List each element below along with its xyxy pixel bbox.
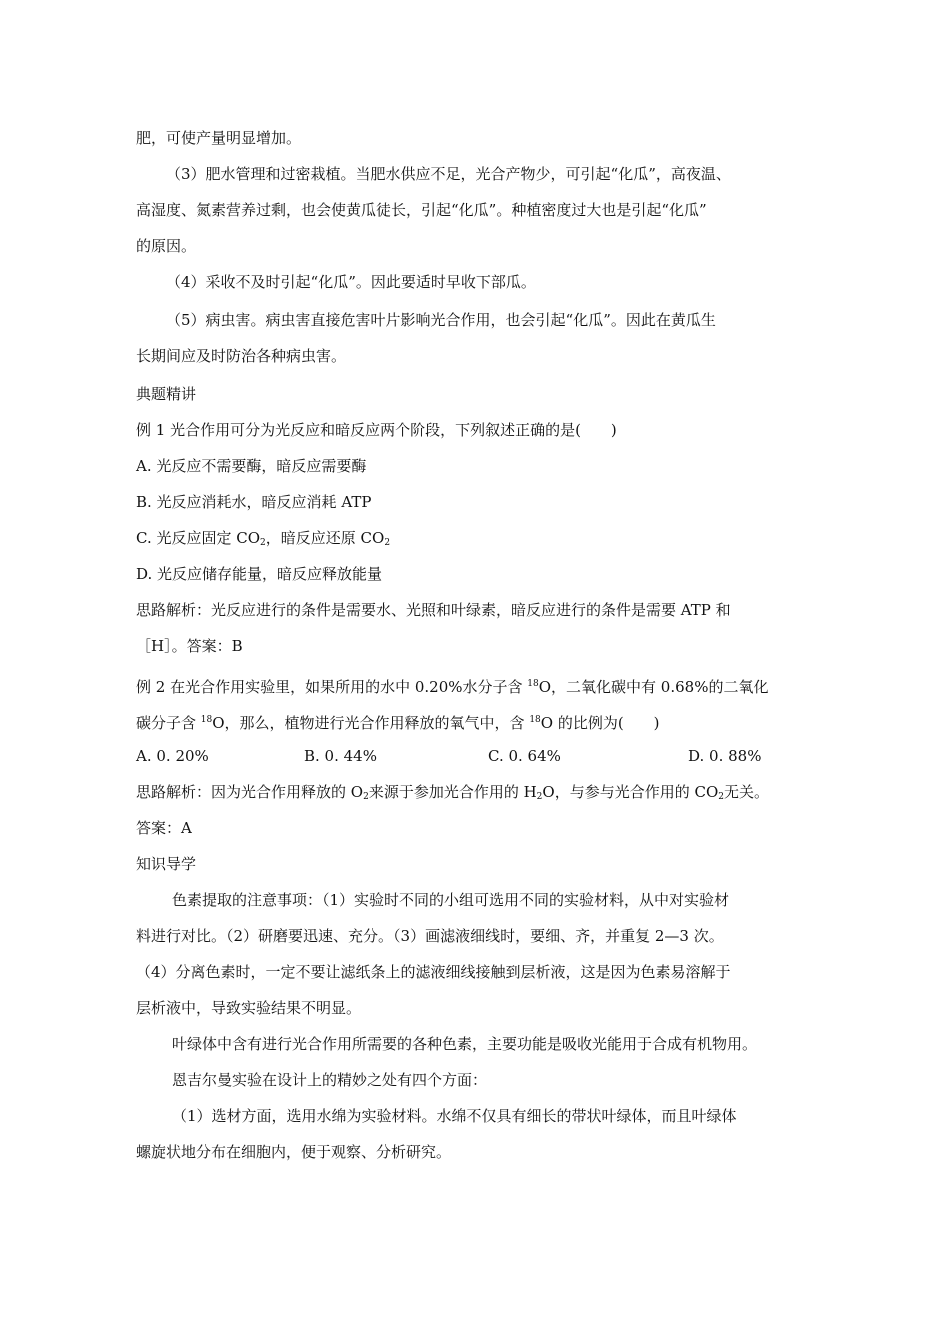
answer-option: C. 0. 64% (488, 747, 561, 765)
example-question: 例 1 光合作用可分为光反应和暗反应两个阶段，下列叙述正确的是( ) (136, 421, 617, 439)
paragraph-line: 层析液中，导致实验结果不明显。 (136, 999, 362, 1017)
answer-option: A. 光反应不需要酶，暗反应需要酶 (136, 457, 367, 475)
answer-option: D. 0. 88% (688, 747, 762, 765)
paragraph-line: 长期间应及时防治各种病虫害。 (136, 347, 347, 365)
answer-option: B. 光反应消耗水，暗反应消耗 ATP (136, 493, 372, 511)
paragraph-line: 高湿度、氮素营养过剩，也会使黄瓜徒长，引起“化瓜”。种植密度过大也是引起“化瓜” (136, 201, 707, 219)
answer-option: D. 光反应储存能量，暗反应释放能量 (136, 565, 383, 583)
example-question: 碳分子含 $^{18}$O，那么，植物进行光合作用释放的氧气中，含 $^{18}$O 的比例为( ) (136, 714, 660, 732)
analysis-line: 思路解析：光反应进行的条件是需要水、光照和叶绿素，暗反应进行的条件是需要 ATP 和 (136, 601, 731, 619)
paragraph-line: 色素提取的注意事项：（1）实验时不同的小组可选用不同的实验材料，从中对实验材 (172, 891, 730, 909)
paragraph-line: 叶绿体中含有进行光合作用所需要的各种色素，主要功能是吸收光能用于合成有机物用。 (172, 1035, 758, 1053)
paragraph-line: （3）肥水管理和过密栽植。当肥水供应不足，光合产物少，可引起“化瓜”，高夜温、 (166, 165, 731, 183)
example-question: 例 2 在光合作用实验里，如果所用的水中 0.20%水分子含 $^{18}$O，二氧化碳中有 0.68%的二氧化 (136, 678, 769, 696)
answer-option: A. 0. 20% (136, 747, 209, 765)
paragraph-line: 料进行对比。（2）研磨要迅速、充分。（3）画滤液细线时，要细、齐，并重复 2—3 次。 (136, 927, 724, 945)
answer-option: B. 0. 44% (304, 747, 377, 765)
paragraph-line: （5）病虫害。病虫害直接危害叶片影响光合作用，也会引起“化瓜”。因此在黄瓜生 (166, 311, 716, 329)
answer-option: C. 光反应固定 $CO_2$，暗反应还原 $CO_2$ (136, 529, 391, 548)
analysis-line: 思路解析：因为光合作用释放的 $O_2$来源于参加光合作用的 $H_2O$，与参与光合作用的 $CO_2$无关。 (136, 783, 769, 802)
section-heading: 知识导学 (136, 855, 197, 873)
paragraph-line: 螺旋状地分布在细胞内，便于观察、分析研究。 (136, 1143, 452, 1161)
paragraph-line: 恩吉尔曼实验在设计上的精妙之处有四个方面： (172, 1071, 488, 1089)
paragraph-line: （1）选材方面，选用水绵为实验材料。水绵不仅具有细长的带状叶绿体，而且叶绿体 (172, 1107, 737, 1125)
paragraph-line: 的原因。 (136, 237, 197, 255)
answer-line: 答案：A (136, 819, 192, 837)
paragraph-line: 肥，可使产量明显增加。 (136, 129, 302, 147)
analysis-line: ［H］。答案：B (136, 637, 243, 655)
paragraph-line: （4）分离色素时，一定不要让滤纸条上的滤液细线接触到层析液，这是因为色素易溶解于 (136, 963, 731, 981)
paragraph-line: （4）采收不及时引起“化瓜”。因此要适时早收下部瓜。 (166, 273, 536, 291)
section-heading: 典题精讲 (136, 385, 197, 403)
